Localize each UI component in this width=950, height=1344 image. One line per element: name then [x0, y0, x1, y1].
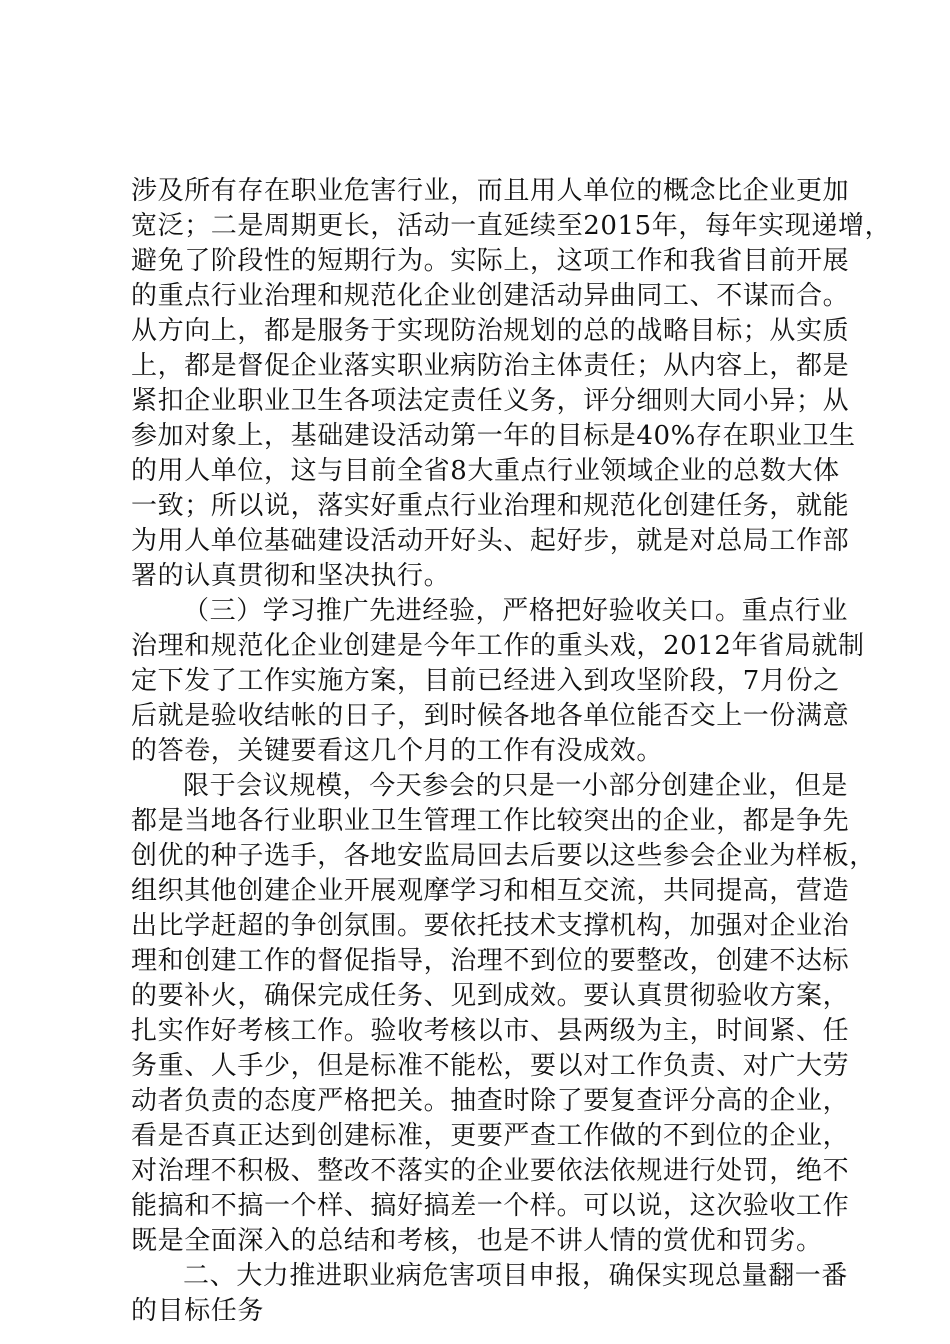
section-heading-three: （三）学习推广先进经验，严格把好验收关口。重点行业 — [183, 596, 849, 626]
text-line: 后就是验收结帐的日子，到时候各地各单位能否交上一份满意 — [131, 701, 850, 731]
text-line: 出比学赶超的争创氛围。要依托技术支撑机构，加强对企业治 — [131, 911, 850, 941]
text-line: 动者负责的态度严格把关。抽查时除了要复查评分高的企业， — [131, 1086, 850, 1116]
section-heading-two-continued: 的目标任务 — [131, 1296, 265, 1326]
text-line: 能搞和不搞一个样、搞好搞差一个样。可以说，这次验收工作 — [131, 1191, 850, 1221]
text-line: 宽泛；二是周期更长，活动一直延续至2015年，每年实现递增， — [131, 211, 892, 241]
text-line: 署的认真贯彻和坚决执行。 — [131, 561, 451, 591]
text-line: 的答卷，关键要看这几个月的工作有没成效。 — [131, 736, 664, 766]
text-line: 务重、人手少，但是标准不能松，要以对工作负责、对广大劳 — [131, 1051, 850, 1081]
paragraph-start: 限于会议规模，今天参会的只是一小部分创建企业，但是 — [183, 771, 849, 801]
text-line: 治理和规范化企业创建是今年工作的重头戏，2012年省局就制 — [131, 631, 865, 661]
text-line: 的要补火，确保完成任务、见到成效。要认真贯彻验收方案， — [131, 981, 850, 1011]
text-line: 组织其他创建企业开展观摩学习和相互交流，共同提高，营造 — [131, 876, 850, 906]
text-line: 理和创建工作的督促指导，治理不到位的要整改，创建不达标 — [131, 946, 850, 976]
text-line: 扎实作好考核工作。验收考核以市、县两级为主，时间紧、任 — [131, 1016, 850, 1046]
text-line: 紧扣企业职业卫生各项法定责任义务，评分细则大同小异；从 — [131, 386, 850, 416]
text-line: 为用人单位基础建设活动开好头、起好步，就是对总局工作部 — [131, 526, 850, 556]
text-line: 对治理不积极、整改不落实的企业要依法依规进行处罚，绝不 — [131, 1156, 850, 1186]
text-line: 定下发了工作实施方案，目前已经进入到攻坚阶段，7月份之 — [131, 666, 840, 696]
text-line: 上，都是督促企业落实职业病防治主体责任；从内容上，都是 — [131, 351, 850, 381]
text-line: 的用人单位，这与目前全省8大重点行业领域企业的总数大体 — [131, 456, 840, 486]
text-line: 从方向上，都是服务于实现防治规划的总的战略目标；从实质 — [131, 316, 850, 346]
section-heading-two: 二、大力推进职业病危害项目申报，确保实现总量翻一番 — [183, 1261, 849, 1291]
text-line: 一致；所以说，落实好重点行业治理和规范化创建任务，就能 — [131, 491, 850, 521]
text-line: 避免了阶段性的短期行为。实际上，这项工作和我省目前开展 — [131, 246, 850, 276]
text-line: 参加对象上，基础建设活动第一年的目标是40%存在职业卫生 — [131, 421, 856, 451]
text-line: 的重点行业治理和规范化企业创建活动异曲同工、不谋而合。 — [131, 281, 850, 311]
text-line: 既是全面深入的总结和考核，也是不讲人情的赏优和罚劣。 — [131, 1226, 823, 1256]
text-line: 看是否真正达到创建标准，更要严查工作做的不到位的企业， — [131, 1121, 850, 1151]
text-line: 都是当地各行业职业卫生管理工作比较突出的企业，都是争先 — [131, 806, 850, 836]
text-line: 创优的种子选手，各地安监局回去后要以这些参会企业为样板， — [131, 841, 876, 871]
text-line: 涉及所有存在职业危害行业，而且用人单位的概念比企业更加 — [131, 176, 850, 206]
